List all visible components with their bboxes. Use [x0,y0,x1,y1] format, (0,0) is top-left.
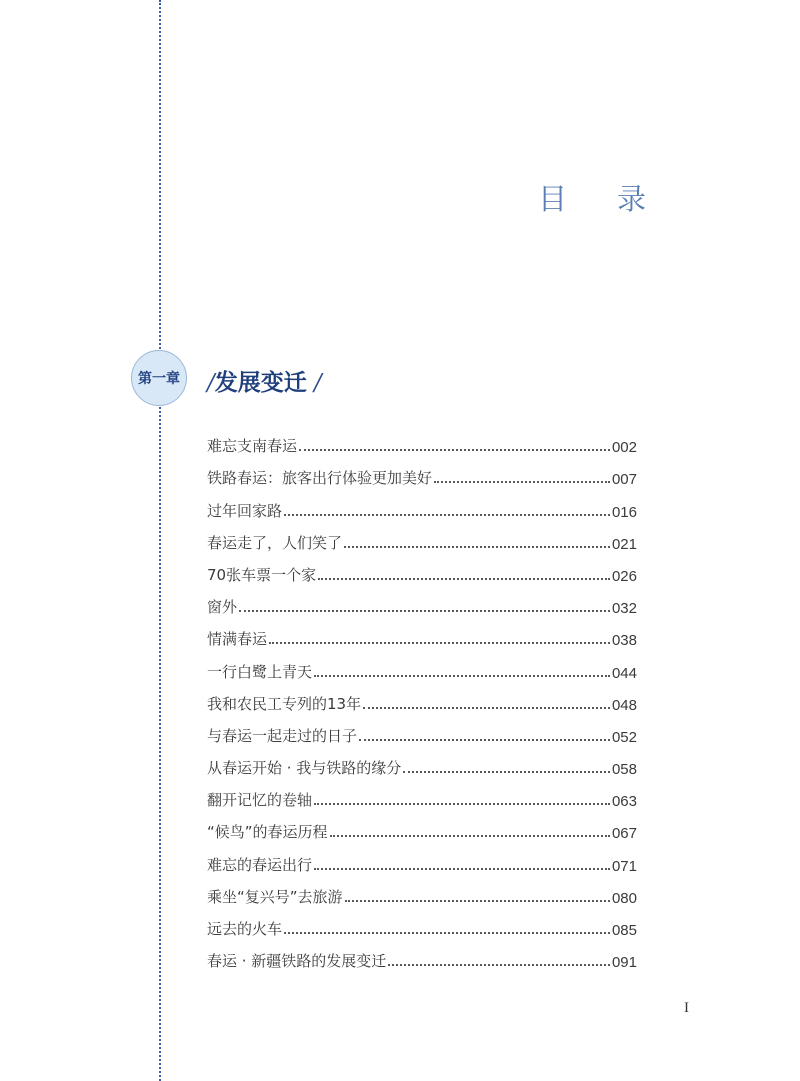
toc-entry-page: 058 [611,761,637,779]
toc-entry-title: 一行白鹭上青天 [207,662,313,681]
toc-entry-title: 难忘支南春运 [207,437,298,456]
toc-entry[interactable] [207,682,637,714]
chapter-heading [207,364,322,397]
toc-entry-page: 091 [611,954,637,972]
toc-entry-title: 情满春运 [207,630,268,649]
toc-leader-dots [314,803,610,805]
toc-leader-dots [363,707,610,709]
toc-leader-dots [388,964,610,966]
toc-entry-page: 080 [611,889,637,907]
toc-leader-dots [314,675,610,677]
toc-leader-dots [330,835,610,837]
toc-entry[interactable] [207,488,637,520]
toc-leader-dots [239,610,610,612]
toc-entry-title: 春运 · 新疆铁路的发展变迁 [207,952,387,971]
toc-entry-title: “候鸟”的春运历程 [207,823,328,842]
toc-entry[interactable] [207,746,637,778]
toc-entry[interactable] [207,456,637,488]
toc-leader-dots [269,642,610,644]
chapter-heading-text: 发展变迁 [214,370,307,396]
toc-entry-page: 021 [611,535,637,553]
toc-entry-title: 从春运开始 · 我与铁路的缘分 [207,759,402,778]
toc-entry-page: 026 [611,567,637,585]
toc-entry-title: 过年回家路 [207,501,283,520]
toc-entry[interactable] [207,521,637,553]
toc-entry[interactable] [207,842,637,874]
toc-entry[interactable] [207,778,637,810]
toc-entry-page: 002 [611,439,637,457]
toc-entry[interactable] [207,424,637,456]
toc-entry-page: 044 [611,664,637,682]
toc-entry-title: 与春运一起走过的日子 [207,726,358,745]
toc-leader-dots [314,868,610,870]
toc-entry[interactable] [207,649,637,681]
toc-leader-dots [403,771,610,773]
toc-entry[interactable] [207,714,637,746]
toc-entry[interactable] [207,875,637,907]
toc-leader-dots [284,932,610,934]
toc-entry-title: 铁路春运：旅客出行体验更加美好 [207,469,433,488]
heading-slash-right: / [306,370,322,396]
toc-entry-title: 远去的火车 [207,920,283,938]
toc-entry-page: 071 [611,857,637,875]
toc-entry[interactable] [207,939,637,971]
toc-entry-page: 007 [611,471,637,489]
toc-entry[interactable] [207,553,637,585]
toc-leader-dots [344,546,610,548]
toc-entry-title: 70张车票一个家 [207,565,317,584]
toc-entry-title: 春运走了，人们笑了 [207,533,343,552]
toc-entry-page: 052 [611,728,637,746]
toc-leader-dots [359,739,610,741]
toc-entry-page: 067 [611,825,637,843]
toc-entry-title: 翻开记忆的卷轴 [207,791,313,810]
toc-leader-dots [434,481,610,483]
toc-entry-page: 085 [611,922,637,939]
toc-leader-dots [299,449,610,451]
toc-entry-title: 我和农民工专列的13年 [207,694,362,713]
toc-entry-page: 032 [611,600,637,618]
toc-entry-page: 048 [611,696,637,714]
toc-entry-page: 038 [611,632,637,650]
heading-slash-left: / [207,370,215,396]
toc-leader-dots [345,900,610,902]
toc-entry[interactable] [207,617,637,649]
toc-entry-title: 窗外 [207,598,238,617]
toc-entry-title: 难忘的春运出行 [207,855,313,874]
toc-entry[interactable] [207,810,637,842]
toc-leader-dots [284,514,610,516]
page-title: 目录 [538,182,697,216]
page-number: I [684,1000,689,1016]
toc-entry-page: 063 [611,793,637,811]
toc-entry-title: 乘坐“复兴号”去旅游 [207,887,343,906]
toc-leader-dots [318,578,610,580]
toc-entry-page: 016 [611,503,637,521]
margin-dotted-rule [159,0,161,1081]
chapter-badge: 第一章 [131,350,187,406]
toc-entry[interactable] [207,907,637,939]
toc-list [207,424,637,971]
toc-entry[interactable] [207,585,637,617]
